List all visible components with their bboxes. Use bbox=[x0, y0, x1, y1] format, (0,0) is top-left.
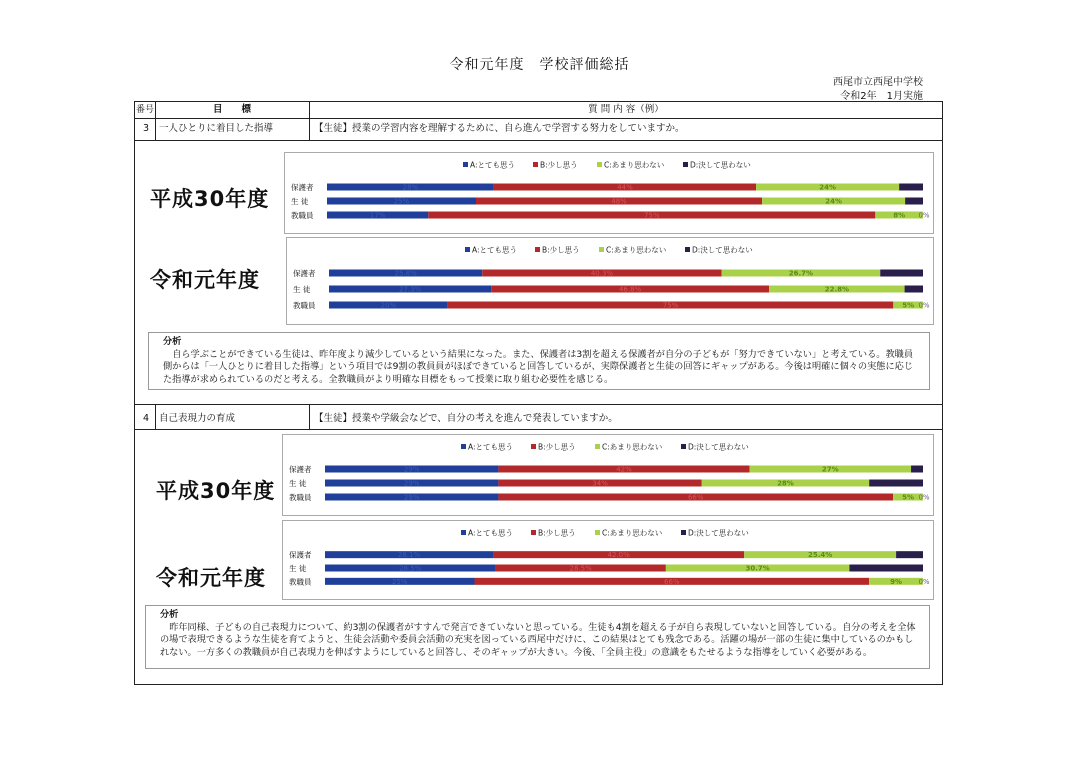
legend-label: B:少し思う bbox=[540, 160, 578, 170]
legend-item-0 bbox=[465, 246, 517, 255]
data-label: 24% bbox=[819, 183, 837, 192]
legend-swatch bbox=[535, 247, 540, 252]
legend-swatch bbox=[531, 530, 536, 535]
analysis-box-s4 bbox=[145, 605, 930, 669]
category-label: 教職員 bbox=[289, 577, 312, 587]
data-label: 29% bbox=[403, 479, 420, 488]
category-label: 保護者 bbox=[293, 269, 316, 278]
data-label: 42.0% bbox=[607, 551, 630, 560]
legend-swatch bbox=[463, 162, 468, 167]
legend-label: C:あまり思わない bbox=[604, 160, 665, 170]
legend-item-3 bbox=[683, 160, 751, 170]
legend-item-0 bbox=[461, 443, 513, 452]
stacked-bar-chart-0 bbox=[285, 153, 933, 233]
school-name: 西尾市立西尾中学校 bbox=[833, 77, 923, 88]
bar-segment bbox=[849, 565, 923, 572]
legend-label: C:あまり思わない bbox=[602, 528, 663, 538]
data-label: 0% bbox=[918, 577, 930, 586]
data-label: 22.8% bbox=[824, 285, 850, 294]
category-label: 保護者 bbox=[289, 550, 312, 560]
bar-segment bbox=[905, 198, 923, 205]
legend-item-0 bbox=[461, 529, 513, 538]
analysis-text-s3: 自ら学ぶことができている生徒は、昨年度より減少しているという結果になった。また、保護者は3割を超える保護者が自分の子どもが「努力できていない」と考えている。教職員側からは「一人ひとりに着目した指導」という項目では9割の教員員がほぼできていると回答しているが、実際保護者と生徒の回答にギャップがある。今後は明確に個々の実態に応じた指導が求められているのだと考える。全教職員がより明確な目標をもって授業に取り組む必要性を感じる。 bbox=[163, 348, 914, 385]
data-label: 17% bbox=[369, 211, 386, 220]
legend-item-1 bbox=[531, 442, 576, 452]
data-label: 44% bbox=[617, 183, 633, 192]
data-label: 20% bbox=[380, 301, 397, 310]
data-label: 25% bbox=[391, 577, 408, 586]
legend-item-1 bbox=[535, 245, 580, 255]
data-label: 28% bbox=[777, 479, 794, 488]
section-3-goal: 一人ひとりに着目した指導 bbox=[159, 123, 274, 134]
legend-swatch bbox=[595, 444, 600, 449]
category-label: 保護者 bbox=[289, 465, 312, 474]
bar-segment bbox=[899, 184, 923, 191]
legend-swatch bbox=[461, 444, 466, 449]
category-label: 教職員 bbox=[291, 211, 314, 220]
data-label: 29% bbox=[403, 493, 420, 502]
section-3-number: 3 bbox=[142, 123, 150, 134]
legend-label: D:決して思わない bbox=[688, 528, 749, 538]
legend-item-1 bbox=[531, 528, 576, 538]
bar-segment bbox=[869, 480, 923, 487]
year-label-h30-s3: 平成30年度 bbox=[150, 187, 270, 211]
chart-s3-r1 bbox=[286, 237, 934, 325]
legend-swatch bbox=[595, 530, 600, 535]
header-number: 番号 bbox=[136, 105, 155, 115]
analysis-box-s3 bbox=[148, 332, 930, 390]
legend-swatch bbox=[683, 162, 688, 167]
data-label: 5% bbox=[902, 493, 914, 502]
year-label-r1-s3: 令和元年度 bbox=[150, 268, 260, 292]
data-label: 25.8% bbox=[394, 269, 417, 278]
legend-label: B:少し思う bbox=[538, 442, 576, 452]
data-label: 24% bbox=[825, 197, 842, 206]
chart-s4-r1 bbox=[282, 520, 934, 600]
legend-item-0 bbox=[463, 161, 515, 170]
section-4-number: 4 bbox=[142, 413, 150, 424]
bar-segment bbox=[905, 286, 923, 293]
data-label: 0% bbox=[918, 211, 930, 220]
legend-item-2 bbox=[597, 161, 664, 170]
legend-label: D:決して思わない bbox=[688, 442, 749, 452]
data-label: 8% bbox=[893, 211, 906, 220]
data-label: 42% bbox=[616, 465, 632, 474]
data-label: 40.3% bbox=[590, 269, 614, 278]
data-label: 75% bbox=[662, 301, 679, 310]
data-label: 27% bbox=[821, 465, 839, 474]
data-label: 0% bbox=[918, 493, 930, 502]
legend-item-3 bbox=[681, 528, 749, 538]
bar-segment bbox=[896, 551, 923, 558]
data-label: 25% bbox=[393, 197, 410, 206]
legend-item-2 bbox=[595, 529, 662, 538]
bar-segment bbox=[880, 270, 923, 277]
legend-item-1 bbox=[533, 160, 578, 170]
survey-date: 令和2年 1月実施 bbox=[840, 91, 923, 102]
legend-label: C:あまり思わない bbox=[606, 245, 667, 255]
category-label: 教職員 bbox=[293, 301, 316, 310]
legend-swatch bbox=[681, 530, 686, 535]
legend-swatch bbox=[465, 247, 470, 252]
year-label-h30-s4: 平成30年度 bbox=[156, 479, 276, 503]
analysis-title-s3: 分析 bbox=[163, 336, 182, 347]
legend-label: B:少し思う bbox=[538, 528, 576, 538]
section-4-question: 【生徒】授業や学級会などで、自分の考えを進んで発表していますか。 bbox=[314, 413, 618, 424]
legend-swatch bbox=[685, 247, 690, 252]
legend-label: C:あまり思わない bbox=[602, 442, 663, 452]
category-label: 生 徒 bbox=[291, 197, 309, 206]
data-label: 0% bbox=[918, 301, 930, 310]
data-label: 9% bbox=[890, 577, 903, 586]
data-label: 46.8% bbox=[619, 285, 642, 294]
bar-segment bbox=[911, 466, 923, 473]
legend-label: A:とても思う bbox=[468, 442, 514, 452]
legend-label: D:決して思わない bbox=[692, 245, 753, 255]
legend-swatch bbox=[681, 444, 686, 449]
page-title: 令和元年度 学校評価総括 bbox=[449, 57, 630, 73]
data-label: 34% bbox=[592, 479, 608, 488]
legend-item-2 bbox=[599, 246, 666, 255]
data-label: 5% bbox=[902, 301, 915, 310]
data-label: 27.3% bbox=[398, 285, 422, 294]
header-question: 質 問 内 容（例） bbox=[588, 104, 664, 115]
category-label: 生 徒 bbox=[289, 479, 307, 488]
year-label-r1-s4: 令和元年度 bbox=[156, 566, 266, 590]
legend-swatch bbox=[597, 162, 602, 167]
stacked-bar-chart-3 bbox=[283, 521, 933, 599]
data-label: 66% bbox=[664, 577, 680, 586]
legend-item-3 bbox=[685, 245, 753, 255]
category-label: 生 徒 bbox=[293, 285, 311, 294]
header-goal: 目 標 bbox=[212, 104, 251, 115]
data-label: 66% bbox=[687, 493, 704, 502]
stacked-bar-chart-2 bbox=[283, 435, 933, 515]
legend-item-2 bbox=[595, 443, 662, 452]
legend-swatch bbox=[533, 162, 538, 167]
legend-label: A:とても思う bbox=[470, 160, 516, 170]
category-label: 教職員 bbox=[289, 493, 312, 502]
legend-swatch bbox=[599, 247, 604, 252]
legend-swatch bbox=[461, 530, 466, 535]
data-label: 28% bbox=[402, 183, 419, 192]
data-label: 25.4% bbox=[807, 551, 833, 560]
chart-s3-h30 bbox=[284, 152, 934, 234]
legend-label: B:少し思う bbox=[542, 245, 580, 255]
analysis-text-s4: 昨年同様、子どもの自己表現力について、約3割の保護者がすすんで発言できていないと思っている。生徒も4割を超える子が自ら表現していないと回答している。自分の考えを全体の場で表現できるような生徒を育てようと、生徒会活動や委員会活動の充実を図っている西尾中だけに、この結果はとても残念である。活躍の場が一部の生徒に集中しているのかもしれない。一方多くの教職員が自己表現力を伸ばすようにしていると回答し、そのギャップが大きい。今後、「全員主役」の意識をもたせるような指導をしていく必要がある。 bbox=[160, 621, 916, 658]
stacked-bar-chart-1 bbox=[287, 238, 933, 324]
legend-item-3 bbox=[681, 442, 749, 452]
data-label: 30.7% bbox=[745, 564, 770, 573]
data-label: 28.1% bbox=[397, 551, 421, 560]
legend-label: A:とても思う bbox=[472, 245, 518, 255]
analysis-title-s4: 分析 bbox=[160, 609, 179, 620]
legend-label: A:とても思う bbox=[468, 528, 514, 538]
data-label: 29% bbox=[403, 465, 420, 474]
data-label: 28.5% bbox=[399, 564, 422, 573]
legend-swatch bbox=[531, 444, 536, 449]
legend-label: D:決して思わない bbox=[690, 160, 751, 170]
section-4-goal: 自己表現力の育成 bbox=[159, 413, 236, 424]
section-3-question: 【生徒】授業の学習内容を理解するために、自ら進んで学習する努力をしていますか。 bbox=[314, 123, 685, 134]
data-label: 28.5% bbox=[569, 564, 592, 573]
category-label: 保護者 bbox=[291, 183, 314, 192]
data-label: 75% bbox=[644, 211, 660, 220]
category-label: 生 徒 bbox=[289, 564, 307, 573]
data-label: 48% bbox=[611, 197, 627, 206]
data-label: 26.7% bbox=[788, 269, 814, 278]
chart-s4-h30 bbox=[282, 434, 934, 516]
